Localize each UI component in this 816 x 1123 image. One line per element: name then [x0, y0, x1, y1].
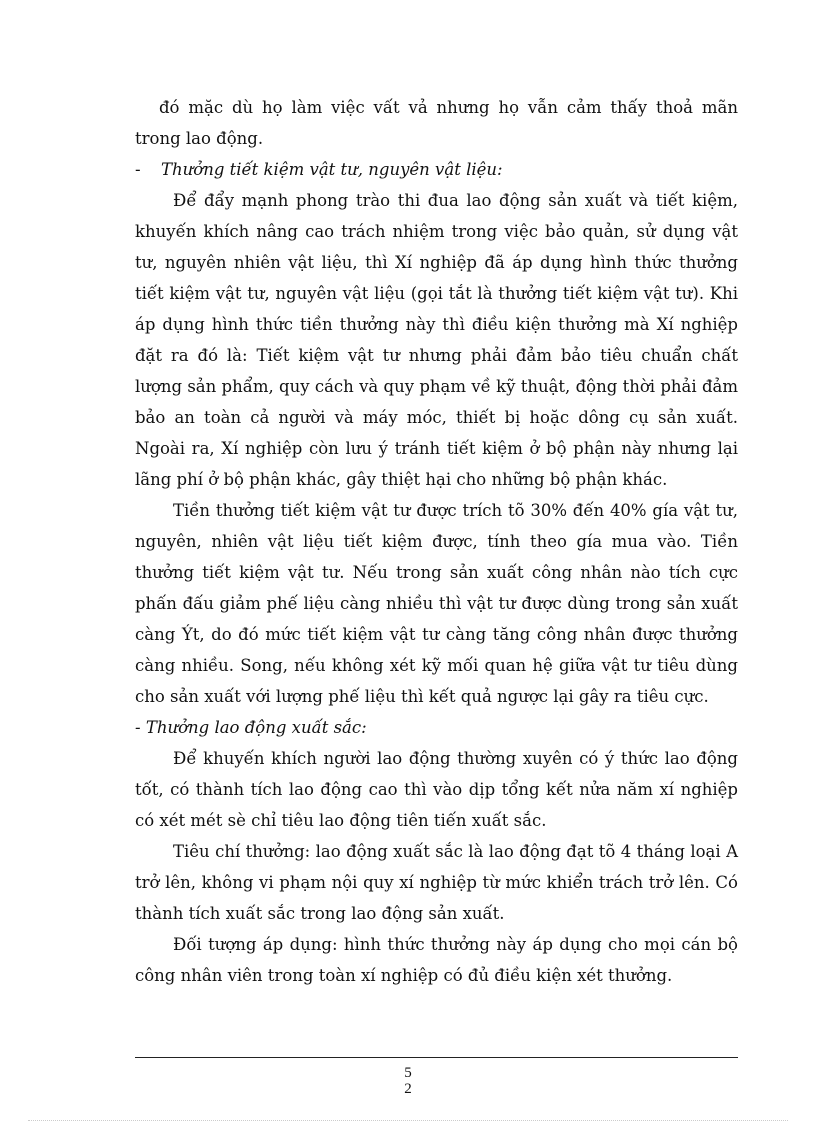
paragraph-continuation: đó mặc dù họ làm việc vất vả nhưng họ vẫn cảm thấy thoả mãn trong lao động. [135, 98, 738, 148]
footer-divider [135, 1057, 738, 1058]
bullet-dash: - [135, 160, 141, 179]
paragraph-excellent-labor-intro: Để khuyến khích người lao động thường xuyên có ý thức lao động tốt, có thành tích lao động cao thì vào dịp tổng kết nửa năm xí nghiệp có xét mét sè chỉ tiêu lao động tiên tiến xuất sắc. [135, 749, 738, 830]
page-number-line-2: 2 [404, 1081, 412, 1097]
paragraph-material-savings-amount: Tiền thưởng tiết kiệm vật tư được trích tõ 30% đến 40% gía vật tư, nguyên, nhiên vật liệu tiết kiệm được, tính theo gía mua vào. Tiền thưởng tiết kiệm vật tư. Nếu trong sản xuất công nhân nào tích cực phấn đấu giảm phế liệu càng nhiều thì vật tư được dùng trong sản xuất càng Ýt, do đó mức tiết kiệm vật tư càng tăng công nhân được thưởng càng nhiều. Song, nếu không xét kỹ mối quan hệ giữa vật tư tiêu dùng cho sản xuất với lượng phế liệu thì kết quả ngược lại gây ra tiêu cực. [135, 501, 738, 706]
page-number-line-1: 5 [404, 1065, 412, 1081]
bullet-heading-text: Thưởng tiết kiệm vật tư, nguyên vật liệu: [161, 160, 503, 179]
page-bottom-edge [28, 1120, 788, 1121]
paragraph-material-savings-conditions: Để đẩy mạnh phong trào thi đua lao động sản xuất và tiết kiệm, khuyến khích nâng cao trách nhiệm trong việc bảo quản, sử dụng vật tư, nguyên nhiên vật liệu, thì Xí nghiệp đã áp dụng hình thức thưởng tiết kiệm vật tư, nguyên vật liệu (gọi tắt là thưởng tiết kiệm vật tư). Khi áp dụng hình thức tiền thưởng này thì điều kiện thưởng mà Xí nghiệp đặt ra đó là: Tiết kiệm vật tư nhưng phải đảm bảo tiêu chuẩn chất lượng sản phẩm, quy cách và quy phạm về kỹ thuật, động thời phải đảm bảo an toàn cả người và máy móc, thiết bị hoặc dông cụ sản xuất. Ngoài ra, Xí nghiệp còn lưu ý tránh tiết kiệm ở bộ phận này nhưng lại lãng phí ở bộ phận khác, gây thiệt hại cho những bộ phận khác. [135, 191, 738, 489]
bullet-heading-excellent-labor: - Thưởng lao động xuất sắc: [135, 718, 367, 737]
body-text [135, 92, 738, 991]
bullet-heading-material-savings [135, 154, 738, 185]
paragraph-reward-criteria: Tiêu chí thưởng: lao động xuất sắc là lao động đạt tõ 4 tháng loại A trở lên, không vi phạm nội quy xí nghiệp từ mức khiển trách trở lên. Có thành tích xuất sắc trong lao động sản xuất. [135, 842, 738, 923]
paragraph-eligible-subjects: Đối tượng áp dụng: hình thức thưởng này áp dụng cho mọi cán bộ công nhân viên trong toàn xí nghiệp có đủ điều kiện xét thưởng. [135, 935, 738, 985]
